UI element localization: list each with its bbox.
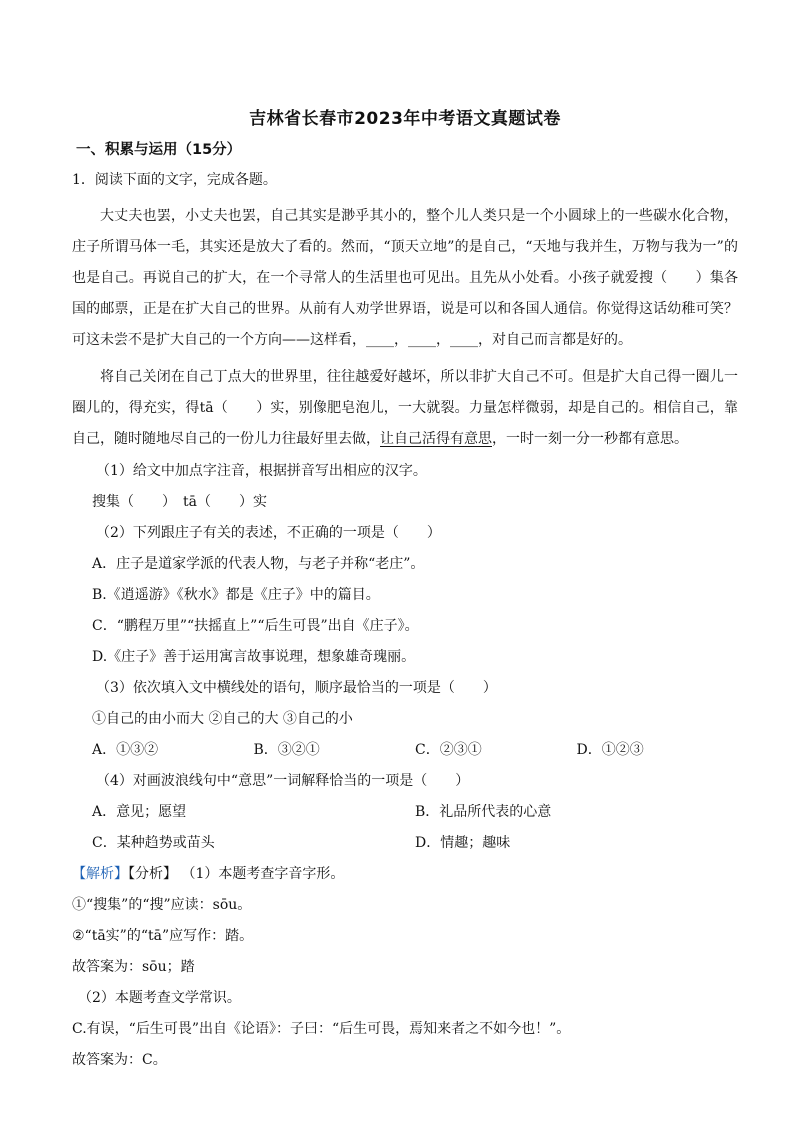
- sub-question-4: （4）对画波浪线句中“意思”一词解释恰当的一项是（ ）: [96, 773, 470, 789]
- passage-paragraph-2-text: 将自己关闭在自己丁点大的世界里，往往越爱好越坏，所以非扩大自己不可。但是扩大自己得一圈儿一圈儿的，得充实，得tā（ ）实，别像肥皂泡儿，一大就裂。力量怎样微弱，却是自己的。相信自己，靠自己，随时随地尽自己的一份儿力往最好里去做，: [72, 369, 738, 447]
- option-a: A．意见；愿望: [92, 804, 187, 820]
- sub-question-2: （2）下列跟庄子有关的表述，不正确的一项是（ ）: [96, 525, 441, 541]
- analysis-sub2-intro: （2）本题考查文学常识。: [78, 990, 241, 1006]
- option-d: D．情趣；趣味: [415, 835, 511, 851]
- passage-paragraph-2: [72, 362, 738, 455]
- sub-question-3-options: [92, 740, 738, 760]
- page-title: 吉林省长春市2023年中考语文真题试卷: [249, 109, 561, 129]
- option-b: B.《逍遥游》《秋水》都是《庄子》中的篇目。: [92, 587, 380, 603]
- analysis-label: 【分析】: [128, 866, 177, 882]
- analysis-line: ②“tā实”的“tā”应写作：踏。: [72, 928, 254, 944]
- option-d: D.《庄子》善于运用寓言故事说理，想象雄奇瑰丽。: [92, 649, 416, 665]
- sub-question-4-options-row-2: [92, 833, 738, 853]
- option-b: B．③②①: [253, 742, 320, 758]
- question-stem: 1．阅读下面的文字，完成各题。: [72, 172, 277, 188]
- passage-paragraph-1: 大丈夫也罢，小丈夫也罢，自己其实是渺乎其小的，整个儿人类只是一个小圆球上的一些碳水化合物，庄子所谓马体一毛，其实还是放大了看的。然而，“顶天立地”的是自己，“天地与我并生，万物与我为一”的也是自己。再说自己的扩大，在一个寻常人的生活里也可见出。且先从小处看。小孩子就爱搜（ ）集各国的邮票，正是在扩大自己的世界。从前有人劝学世界语，说是可以和各国人通信。你觉得这话幼稚可笑？可这未尝不是扩大自己的一个方向——这样看，____，____，____，对自己而言都是好的。: [72, 208, 738, 348]
- option-b: B．礼品所代表的心意: [415, 804, 552, 820]
- sub-question-3: （3）依次填入文中横线处的语句，顺序最恰当的一项是（ ）: [96, 680, 497, 696]
- analysis-sub1-intro: （1）本题考查字音字形。: [181, 866, 345, 882]
- underlined-sentence: 让自己活得有意思: [380, 431, 492, 447]
- analysis-answer: 故答案为：C。: [72, 1052, 167, 1068]
- analysis-answer: 故答案为：sōu；踏: [72, 959, 195, 975]
- sub-question-3-items: ①自己的由小而大 ②自己的大 ③自己的小: [92, 711, 353, 727]
- analysis-header: [72, 864, 738, 884]
- sub-question-1: （1）给文中加点字注音，根据拼音写出相应的汉字。: [96, 463, 427, 479]
- analysis-tag: 【解析】: [72, 866, 128, 882]
- sub-question-1-blanks: 搜集（ ） tā（ ）实: [92, 494, 267, 510]
- passage-paragraph-2-tail: ，一时一刻一分一秒都有意思。: [492, 431, 688, 447]
- option-a: A．庄子是道家学派的代表人物，与老子并称“老庄”。: [92, 556, 425, 572]
- reading-passage: [72, 201, 738, 455]
- option-a: A．①③②: [92, 742, 159, 758]
- option-c: C．某种趋势或苗头: [92, 835, 215, 851]
- option-c: C．“鹏程万里”“扶摇直上”“后生可畏”出自《庄子》。: [92, 618, 419, 634]
- analysis-line: C.有误，“后生可畏”出自《论语》：子曰：“后生可畏，焉知来者之不如今也！”。: [72, 1021, 571, 1037]
- section-heading: 一、积累与运用（15分）: [76, 142, 242, 158]
- option-c: C．②③①: [415, 742, 482, 758]
- option-d: D．①②③: [576, 742, 644, 758]
- analysis-line: ①“搜集”的“搜”应读：sōu。: [72, 897, 252, 913]
- sub-question-4-options-row-1: [92, 802, 738, 822]
